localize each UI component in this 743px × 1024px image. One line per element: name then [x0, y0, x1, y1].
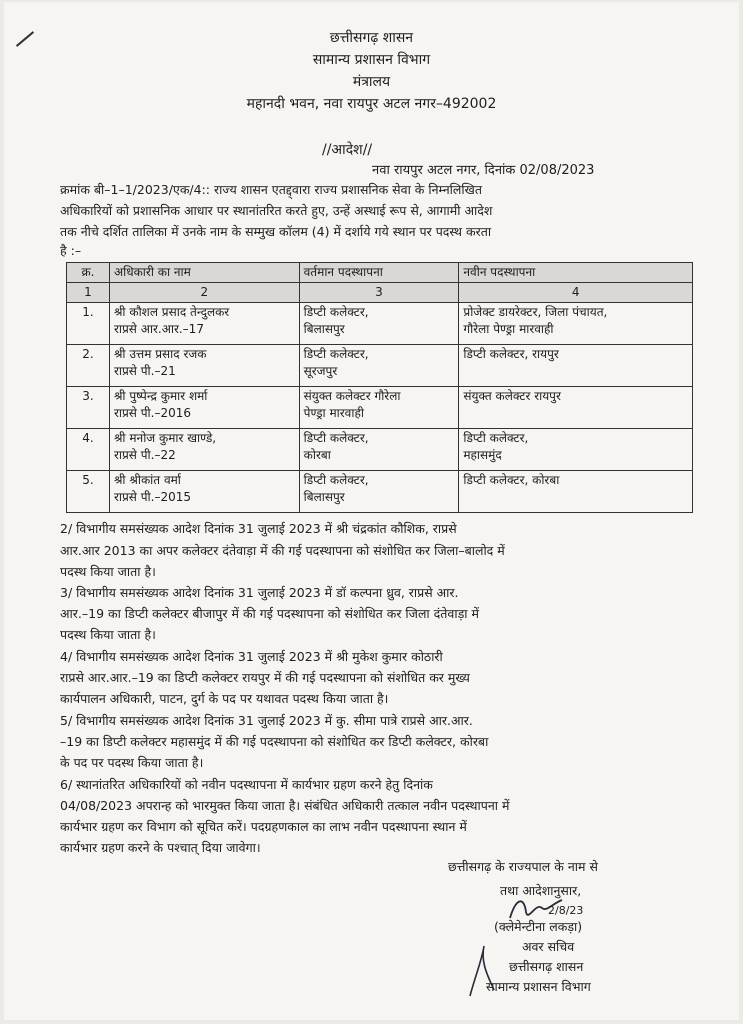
signature-on-behalf: छत्तीसगढ़ के राज्यपाल के नाम से [448, 859, 598, 874]
place-date: नवा रायपुर अटल नगर, दिनांक 02/08/2023 [372, 163, 595, 178]
table-colnum-row [67, 283, 693, 303]
cell-new: डिप्टी कलेक्टर, [463, 431, 529, 445]
header-current-posting: वर्तमान पदस्थापना [299, 263, 459, 283]
cell-name: श्री उत्तम प्रसाद रजक [113, 347, 207, 361]
cell-new: डिप्टी कलेक्टर, रायपुर [463, 347, 559, 361]
signatory-org: छत्तीसगढ़ शासन [509, 959, 584, 974]
signatory-designation: अवर सचिव [522, 939, 575, 954]
table-row [67, 387, 693, 429]
para-4-line-2: राप्रसे आर.आर.–19 का डिप्टी कलेक्टर रायपुर में की गई पदस्थापना को संशोधित कर मुख्य [60, 670, 470, 685]
cell-current: डिप्टी कलेक्टर, [303, 305, 369, 319]
signatory-dept: सामान्य प्रशासन विभाग [486, 979, 591, 994]
cell-new: संयुक्त कलेक्टर रायपुर [463, 389, 561, 403]
cell-new-place: गौरेला पेण्ड्रा मारवाही [463, 322, 554, 336]
signature-by-order: तथा आदेशानुसार, [500, 883, 582, 898]
para-5-line-3: के पद पर पदस्थ किया जाता है। [60, 755, 204, 770]
transfer-table [66, 262, 693, 513]
table-row [67, 471, 693, 513]
colnum-3: 3 [299, 283, 459, 303]
para-5-line-2: –19 का डिप्टी कलेक्टर महासमुंद में की गई पदस्थापना को संशोधित कर डिप्टी कलेक्टर, कोरबा [60, 734, 489, 749]
cell-new-place: महासमुंद [463, 448, 502, 462]
cell-current-place: कोरबा [303, 448, 331, 462]
cell-current-place: पेण्ड्रा मारवाही [303, 406, 364, 420]
para-6-line-4: कार्यभार ग्रहण करने के पश्चात् दिया जावेगा। [60, 840, 261, 855]
cell-sn: 2. [67, 345, 110, 387]
para-2-line-3: पदस्थ किया जाता है। [60, 564, 156, 579]
header-officer-name: अधिकारी का नाम [109, 263, 299, 283]
cell-current: डिप्टी कलेक्टर, [303, 347, 369, 361]
intro-line-3: तक नीचे दर्शित तालिका में उनके नाम के सम्मुख कॉलम (4) में दर्शाये गये स्थान पर पदस्थ करता [60, 224, 492, 239]
cell-name: श्री मनोज कुमार खाण्डे, [113, 431, 217, 445]
cell-name: श्री कौशल प्रसाद तेन्दुलकर [113, 305, 230, 319]
header-sn: क्र. [67, 263, 110, 283]
cell-current: संयुक्त कलेक्टर गौरेला [303, 389, 401, 403]
signatory-name: (क्लेमेन्टीना लकड़ा) [494, 919, 583, 934]
table-row [67, 303, 693, 345]
colnum-1: 1 [67, 283, 110, 303]
colnum-2: 2 [109, 283, 299, 303]
cell-cadre: राप्रसे पी.–22 [113, 448, 176, 462]
signature-date: 2/8/23 [548, 904, 584, 917]
para-4-line-3: कार्यपालन अधिकारी, पाटन, दुर्ग के पद पर यथावत पदस्थ किया जाता है। [60, 691, 389, 706]
para-5-line-1: 5/ विभागीय समसंख्यक आदेश दिनांक 31 जुलाई 2023 में कु. सीमा पात्रे राप्रसे आर.आर. [60, 713, 473, 728]
intro-line-4: है :– [60, 243, 82, 258]
cell-cadre: राप्रसे पी.–2015 [113, 490, 191, 504]
cell-sn: 3. [67, 387, 110, 429]
initial-mark [460, 940, 500, 1000]
para-3-line-3: पदस्थ किया जाता है। [60, 627, 156, 642]
intro-line-2: अधिकारियों को प्रशासनिक आधार पर स्थानांतरित करते हुए, उन्हें अस्थाई रूप से, आगामी आदेश [60, 203, 493, 218]
header-govt: छत्तीसगढ़ शासन [329, 30, 414, 46]
cell-current-place: बिलासपुर [303, 490, 345, 504]
para-3-line-1: 3/ विभागीय समसंख्यक आदेश दिनांक 31 जुलाई 2023 में डॉ कल्पना ध्रुव, राप्रसे आर. [60, 585, 459, 600]
intro-line-1: क्रमांक बी–1–1/2023/एक/4:: राज्य शासन एतद्द्वारा राज्य प्रशासनिक सेवा के निम्नलिखित [60, 182, 482, 197]
header-address: महानदी भवन, नवा रायपुर अटल नगर–492002 [246, 96, 497, 112]
colnum-4: 4 [459, 283, 693, 303]
para-2-line-2: आर.आर 2013 का अपर कलेक्टर दंतेवाड़ा में की गई पदस्थापना को संशोधित कर जिला–बालोद में [60, 543, 505, 558]
cell-name: श्री श्रीकांत वर्मा [113, 473, 181, 487]
header-dept: सामान्य प्रशासन विभाग [312, 52, 431, 68]
cell-cadre: राप्रसे आर.आर.–17 [113, 322, 204, 336]
para-6-line-3: कार्यभार ग्रहण कर विभाग को सूचित करें। पदग्रहणकाल का लाभ नवीन पदस्थापना स्थान में [60, 819, 467, 834]
header-ministry: मंत्रालय [352, 74, 391, 90]
para-6-line-2: 04/08/2023 अपरान्ह को भारमुक्त किया जाता है। संबंधित अधिकारी तत्काल नवीन पदस्थापना में [60, 798, 510, 813]
cell-sn: 1. [67, 303, 110, 345]
para-6-line-1: 6/ स्थानांतरित अधिकारियों को नवीन पदस्थापना में कार्यभार ग्रहण करने हेतु दिनांक [60, 777, 433, 792]
cell-new: प्रोजेक्ट डायरेक्टर, जिला पंचायत, [463, 305, 608, 319]
table-row [67, 429, 693, 471]
cell-sn: 4. [67, 429, 110, 471]
order-title: //आदेश// [322, 142, 373, 158]
cell-current-place: बिलासपुर [303, 322, 345, 336]
para-2-line-1: 2/ विभागीय समसंख्यक आदेश दिनांक 31 जुलाई 2023 में श्री चंद्रकांत कौशिक, राप्रसे [60, 521, 457, 536]
table-row [67, 345, 693, 387]
cell-current: डिप्टी कलेक्टर, [303, 473, 369, 487]
para-3-line-2: आर.–19 का डिप्टी कलेक्टर बीजापुर में की गई पदस्थापना को संशोधित कर जिला दंतेवाड़ा में [60, 606, 479, 621]
cell-current-place: सूरजपुर [303, 364, 338, 378]
cell-cadre: राप्रसे पी.–2016 [113, 406, 191, 420]
cell-name: श्री पुष्पेन्द्र कुमार शर्मा [113, 389, 208, 403]
cell-sn: 5. [67, 471, 110, 513]
cell-new: डिप्टी कलेक्टर, कोरबा [463, 473, 560, 487]
table-header-row [67, 263, 693, 283]
cell-cadre: राप्रसे पी.–21 [113, 364, 176, 378]
cell-current: डिप्टी कलेक्टर, [303, 431, 369, 445]
para-4-line-1: 4/ विभागीय समसंख्यक आदेश दिनांक 31 जुलाई 2023 में श्री मुकेश कुमार कोठारी [60, 649, 443, 664]
header-new-posting: नवीन पदस्थापना [459, 263, 693, 283]
